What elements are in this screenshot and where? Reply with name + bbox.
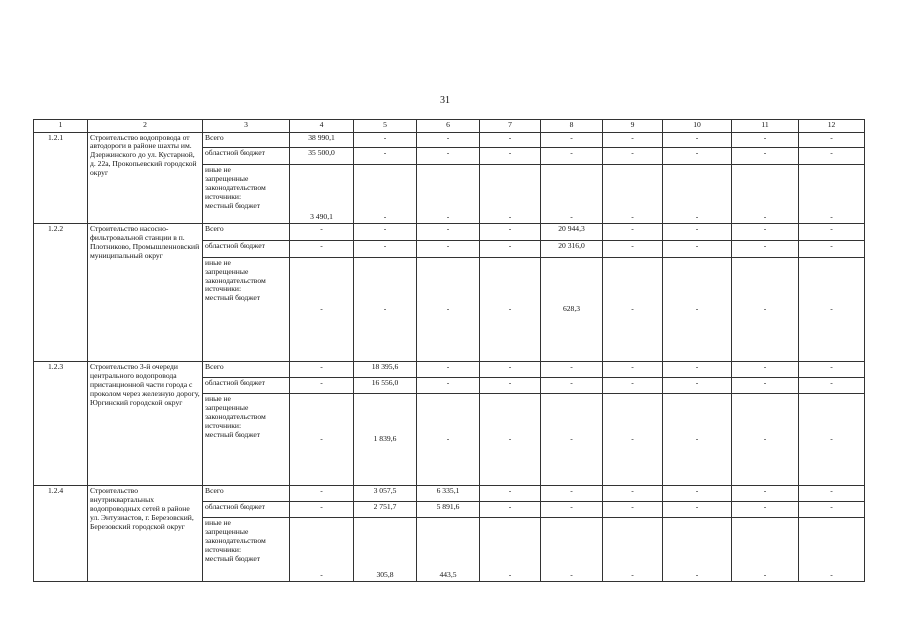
row-code: 1.2.2 bbox=[34, 224, 88, 362]
source-other-label bbox=[203, 394, 290, 486]
value-cell: - bbox=[663, 240, 732, 257]
header-cell: 6 bbox=[417, 120, 480, 133]
value-cell: - bbox=[732, 224, 799, 241]
value-cell: - bbox=[799, 501, 865, 518]
source-other-line: законодательством bbox=[205, 412, 266, 422]
source-regional-label: областной бюджет bbox=[203, 240, 290, 257]
row-code: 1.2.4 bbox=[34, 485, 88, 581]
value-cell: - bbox=[732, 240, 799, 257]
value-cell: - bbox=[732, 361, 799, 377]
value-cell: - bbox=[732, 394, 799, 486]
row-code: 1.2.3 bbox=[34, 361, 88, 485]
value-cell: - bbox=[799, 257, 865, 361]
value-cell: 35 500,0 bbox=[290, 148, 354, 165]
value-cell: - bbox=[480, 148, 541, 165]
value-cell: - bbox=[480, 361, 541, 377]
value-cell: - bbox=[732, 257, 799, 361]
value-cell: - bbox=[663, 132, 732, 148]
source-other-line: иные не bbox=[205, 394, 231, 404]
value-cell: - bbox=[799, 240, 865, 257]
value-cell: - bbox=[480, 485, 541, 501]
value-cell: - bbox=[799, 361, 865, 377]
value-cell: - bbox=[603, 132, 663, 148]
source-other-line: иные не bbox=[205, 164, 231, 174]
value-cell: - bbox=[663, 394, 732, 486]
value-cell: - bbox=[480, 394, 541, 486]
value-cell: - bbox=[417, 224, 480, 241]
value-cell: - bbox=[354, 224, 417, 241]
value-cell: - bbox=[417, 132, 480, 148]
value-cell: - bbox=[732, 518, 799, 582]
value-cell: - bbox=[417, 361, 480, 377]
header-row bbox=[34, 120, 865, 133]
value-cell: 3 490,1 bbox=[290, 164, 354, 223]
value-cell: 443,5 bbox=[417, 518, 480, 582]
value-cell: - bbox=[732, 377, 799, 394]
value-cell: 38 990,1 bbox=[290, 132, 354, 148]
value-cell: - bbox=[541, 501, 603, 518]
value-cell: - bbox=[799, 485, 865, 501]
value-cell: - bbox=[480, 377, 541, 394]
value-cell: - bbox=[541, 132, 603, 148]
value-cell: - bbox=[603, 164, 663, 223]
source-other-line: запрещенные bbox=[205, 173, 249, 183]
source-regional-label: областной бюджет bbox=[203, 148, 290, 165]
value-cell: - bbox=[541, 164, 603, 223]
value-cell: - bbox=[799, 224, 865, 241]
value-cell: - bbox=[480, 132, 541, 148]
value-cell: - bbox=[732, 148, 799, 165]
value-cell: - bbox=[663, 361, 732, 377]
value-cell: - bbox=[732, 132, 799, 148]
value-cell: - bbox=[541, 518, 603, 582]
value-cell: - bbox=[480, 224, 541, 241]
value-cell: - bbox=[799, 377, 865, 394]
funding-table bbox=[33, 119, 865, 582]
source-other-label bbox=[203, 257, 290, 361]
value-cell: - bbox=[603, 394, 663, 486]
value-cell: - bbox=[480, 501, 541, 518]
value-cell: - bbox=[290, 377, 354, 394]
value-cell: - bbox=[799, 148, 865, 165]
value-cell: - bbox=[354, 257, 417, 361]
value-cell: - bbox=[290, 224, 354, 241]
row-total bbox=[34, 132, 865, 148]
value-cell: 16 556,0 bbox=[354, 377, 417, 394]
value-cell: - bbox=[480, 164, 541, 223]
value-cell: - bbox=[354, 148, 417, 165]
value-cell: - bbox=[480, 518, 541, 582]
value-cell: - bbox=[480, 257, 541, 361]
value-cell: - bbox=[290, 394, 354, 486]
value-cell: - bbox=[732, 501, 799, 518]
header-cell: 5 bbox=[354, 120, 417, 133]
value-cell: - bbox=[290, 240, 354, 257]
value-cell: - bbox=[603, 257, 663, 361]
value-cell: - bbox=[663, 148, 732, 165]
source-local-label: местный бюджет bbox=[205, 293, 261, 303]
header-cell: 1 bbox=[34, 120, 88, 133]
value-cell: - bbox=[417, 257, 480, 361]
source-local-label: местный бюджет bbox=[205, 200, 261, 210]
value-cell: - bbox=[290, 501, 354, 518]
value-cell: - bbox=[417, 394, 480, 486]
page-number: 31 bbox=[440, 95, 450, 106]
value-cell: - bbox=[799, 164, 865, 223]
value-cell: - bbox=[354, 132, 417, 148]
value-cell: - bbox=[290, 485, 354, 501]
header-cell: 11 bbox=[732, 120, 799, 133]
row-total bbox=[34, 485, 865, 501]
row-code: 1.2.1 bbox=[34, 132, 88, 224]
value-cell: 3 057,5 bbox=[354, 485, 417, 501]
value-cell: - bbox=[663, 501, 732, 518]
source-total-label: Всего bbox=[203, 361, 290, 377]
value-cell: 20 316,0 bbox=[541, 240, 603, 257]
source-other-line: запрещенные bbox=[205, 403, 249, 413]
value-cell: - bbox=[354, 240, 417, 257]
value-cell: 6 335,1 bbox=[417, 485, 480, 501]
value-cell: - bbox=[290, 518, 354, 582]
source-total-label: Всего bbox=[203, 224, 290, 241]
value-cell: - bbox=[417, 148, 480, 165]
source-total-label: Всего bbox=[203, 132, 290, 148]
header-cell: 7 bbox=[480, 120, 541, 133]
value-cell: 18 395,6 bbox=[354, 361, 417, 377]
value-cell: 1 839,6 bbox=[354, 394, 417, 486]
value-cell: - bbox=[663, 377, 732, 394]
value-cell: - bbox=[541, 485, 603, 501]
source-other-line: законодательством bbox=[205, 275, 266, 285]
source-other-label bbox=[203, 518, 290, 582]
value-cell: - bbox=[732, 485, 799, 501]
value-cell: - bbox=[799, 394, 865, 486]
value-cell: - bbox=[290, 257, 354, 361]
source-other-line: законодательством bbox=[205, 536, 266, 546]
header-cell: 2 bbox=[88, 120, 203, 133]
source-other-line: источники: bbox=[205, 191, 242, 201]
value-cell: - bbox=[290, 361, 354, 377]
row-name: Строительство 3-й очереди центрального водопровода пристанционной части города с проколом через железную дорогу, Юргинский городской округ bbox=[88, 361, 203, 485]
row-name: Строительство внутриквартальных водопроводных сетей в районе ул. Энтузиастов, г. Березовский, Березовский городской округ bbox=[88, 485, 203, 581]
value-cell: - bbox=[663, 518, 732, 582]
value-cell: - bbox=[603, 361, 663, 377]
source-local-label: местный бюджет bbox=[205, 430, 261, 439]
value-cell: - bbox=[541, 361, 603, 377]
value-cell: - bbox=[603, 501, 663, 518]
value-cell: - bbox=[799, 132, 865, 148]
source-local-label: местный бюджет bbox=[205, 554, 261, 564]
value-cell: - bbox=[663, 485, 732, 501]
value-cell: - bbox=[541, 394, 603, 486]
value-cell: - bbox=[603, 377, 663, 394]
row-name: Строительство насосно-фильтровальной станции в п. Плотниково, Промышленновский муниципальный округ bbox=[88, 224, 203, 362]
source-total-label: Всего bbox=[203, 485, 290, 501]
value-cell: 5 891,6 bbox=[417, 501, 480, 518]
value-cell: - bbox=[354, 164, 417, 223]
header-cell: 9 bbox=[603, 120, 663, 133]
source-other-line: законодательством bbox=[205, 182, 266, 192]
value-cell: - bbox=[663, 164, 732, 223]
value-cell: - bbox=[480, 240, 541, 257]
value-cell: - bbox=[603, 485, 663, 501]
source-other-line: иные не bbox=[205, 257, 231, 267]
header-cell: 8 bbox=[541, 120, 603, 133]
value-cell: - bbox=[417, 240, 480, 257]
value-cell: - bbox=[417, 164, 480, 223]
source-other-line: запрещенные bbox=[205, 527, 249, 537]
header-cell: 3 bbox=[203, 120, 290, 133]
value-cell: - bbox=[417, 377, 480, 394]
source-other-label bbox=[203, 164, 290, 223]
source-other-line: иные не bbox=[205, 518, 231, 528]
value-cell: - bbox=[603, 224, 663, 241]
header-cell: 12 bbox=[799, 120, 865, 133]
value-cell: - bbox=[663, 224, 732, 241]
source-other-line: источники: bbox=[205, 545, 242, 555]
value-cell: - bbox=[603, 240, 663, 257]
header-cell: 10 bbox=[663, 120, 732, 133]
row-total bbox=[34, 224, 865, 241]
value-cell: - bbox=[603, 518, 663, 582]
value-cell: 305,8 bbox=[354, 518, 417, 582]
value-cell: - bbox=[732, 164, 799, 223]
value-cell: 2 751,7 bbox=[354, 501, 417, 518]
row-name: Строительство водопровода от автодороги в районе шахты им. Дзержинского до ул. Кустарной, д. 22а, Прокопьевский городской округ bbox=[88, 132, 203, 224]
row-total bbox=[34, 361, 865, 377]
header-cell: 4 bbox=[290, 120, 354, 133]
source-other-line: источники: bbox=[205, 421, 242, 431]
value-cell: - bbox=[799, 518, 865, 582]
value-cell: - bbox=[663, 257, 732, 361]
source-other-line: источники: bbox=[205, 284, 242, 294]
value-cell: 20 944,3 bbox=[541, 224, 603, 241]
value-cell: 628,3 bbox=[541, 257, 603, 361]
value-cell: - bbox=[541, 148, 603, 165]
source-regional-label: областной бюджет bbox=[203, 377, 290, 394]
value-cell: - bbox=[541, 377, 603, 394]
source-regional-label: областной бюджет bbox=[203, 501, 290, 518]
source-other-line: запрещенные bbox=[205, 266, 249, 276]
value-cell: - bbox=[603, 148, 663, 165]
